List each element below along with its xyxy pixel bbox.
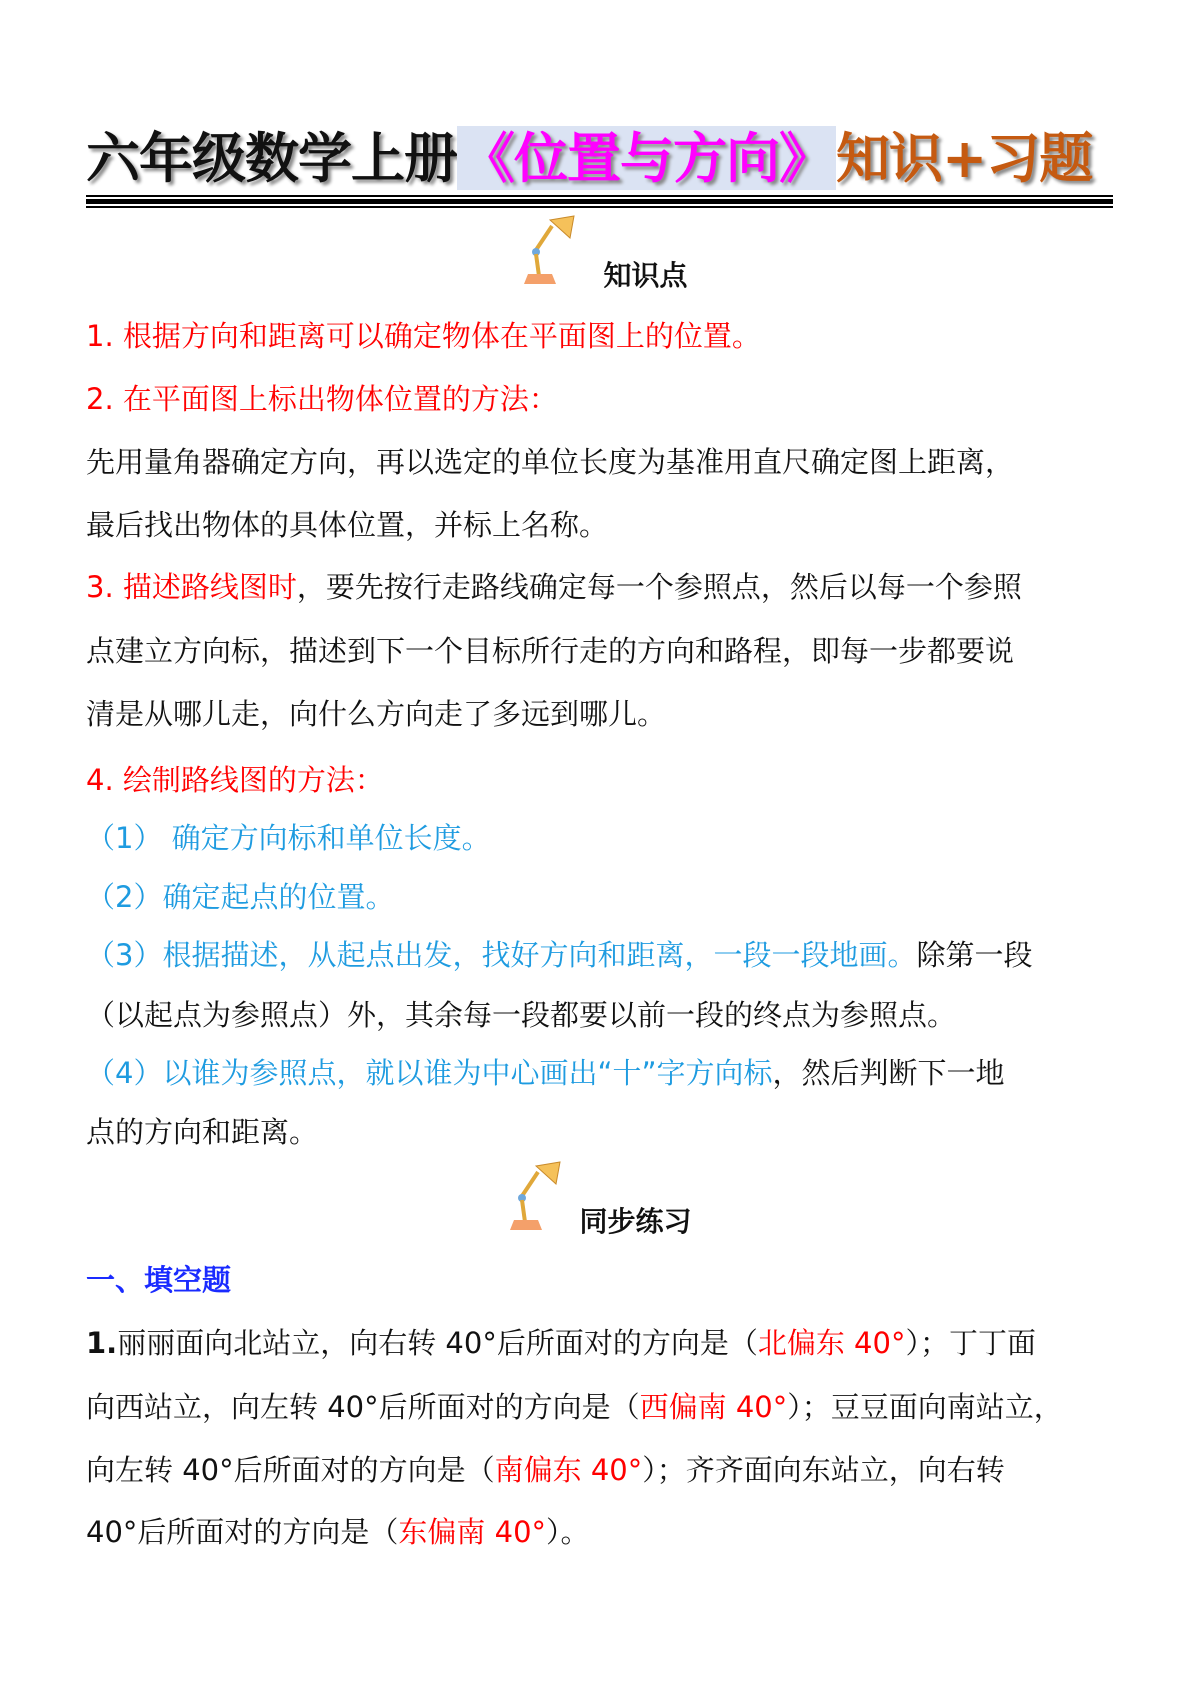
question-1-line-2 — [86, 1387, 1063, 1427]
step-3-blue: （3）根据描述，从起点出发，找好方向和距离，一段一段地画。 — [86, 938, 917, 972]
point-2-line-b: 最后找出物体的具体位置，并标上名称。 — [86, 508, 609, 542]
answer-4: 东偏南 40° — [398, 1515, 547, 1549]
title-rule-bottom — [86, 206, 1113, 208]
step-3-line-b: （以起点为参照点）外，其余每一段都要以前一段的终点为参照点。 — [86, 998, 957, 1032]
document-title — [86, 122, 1092, 194]
point-3-line-b: 点建立方向标，描述到下一个目标所行走的方向和路程，即每一步都要说 — [86, 634, 1015, 668]
answer-2: 西偏南 40° — [639, 1390, 788, 1424]
q-text: 丽丽面向北站立，向右转 40°后所面对的方向是（ — [117, 1326, 758, 1360]
q-text: 向西站立，向左转 40°后所面对的方向是（ — [86, 1390, 640, 1424]
q-text: ）。 — [546, 1515, 590, 1549]
answer-3: 南偏东 40° — [494, 1453, 643, 1487]
exercise-heading: 一、填空题 — [86, 1263, 232, 1297]
point-2: 2. 在平面图上标出物体位置的方法： — [86, 382, 558, 416]
section-heading-practice: 同步练习 — [579, 1205, 692, 1238]
q-text: 向左转 40°后所面对的方向是（ — [86, 1453, 495, 1487]
step-4-line-a — [86, 1053, 1005, 1093]
section-heading-knowledge: 知识点 — [603, 259, 688, 292]
step-4-blue: （4）以谁为参照点，就以谁为中心画出“十”字方向标 — [86, 1056, 773, 1090]
step-1: （1） 确定方向标和单位长度。 — [86, 821, 491, 855]
question-number: 1. — [86, 1326, 118, 1360]
point-3-text: ，要先按行走路线确定每一个参照点，然后以每一个参照 — [296, 570, 1022, 604]
title-rule-middle — [86, 199, 1113, 204]
point-3-label: 3. 描述路线图时 — [86, 570, 297, 604]
q-text: ）；齐齐面向东站立，向右转 — [642, 1453, 1005, 1487]
question-1-line-4 — [86, 1512, 590, 1552]
title-rule-top — [86, 195, 1113, 197]
title-part2: 《位置与方向》 — [457, 126, 836, 190]
step-3-line-a — [86, 935, 1032, 975]
title-part1: 六年级数学上册 — [86, 126, 457, 190]
q-text: ）；丁丁面 — [905, 1326, 1036, 1360]
q-text: ）；豆豆面向南站立， — [787, 1390, 1063, 1424]
step-2: （2）确定起点的位置。 — [86, 880, 395, 914]
point-4: 4. 绘制路线图的方法： — [86, 763, 384, 797]
step-4-line-b: 点的方向和距离。 — [86, 1115, 319, 1149]
answer-1: 北偏东 40° — [757, 1326, 906, 1360]
point-3-line-a — [86, 567, 1022, 607]
point-1: 1. 根据方向和距离可以确定物体在平面图上的位置。 — [86, 319, 761, 353]
question-1-line-3 — [86, 1450, 1005, 1490]
point-3-line-c: 清是从哪儿走，向什么方向走了多远到哪儿。 — [86, 697, 667, 731]
title-part3: 知识+习题 — [836, 126, 1093, 190]
q-text: 40°后所面对的方向是（ — [86, 1515, 399, 1549]
step-4-text: ，然后判断下一地 — [772, 1056, 1005, 1090]
question-1-line-1 — [86, 1323, 1036, 1363]
step-3-text: 除第一段 — [916, 938, 1033, 972]
point-2-line-a: 先用量角器确定方向，再以选定的单位长度为基准用直尺确定图上距离， — [86, 445, 1015, 479]
